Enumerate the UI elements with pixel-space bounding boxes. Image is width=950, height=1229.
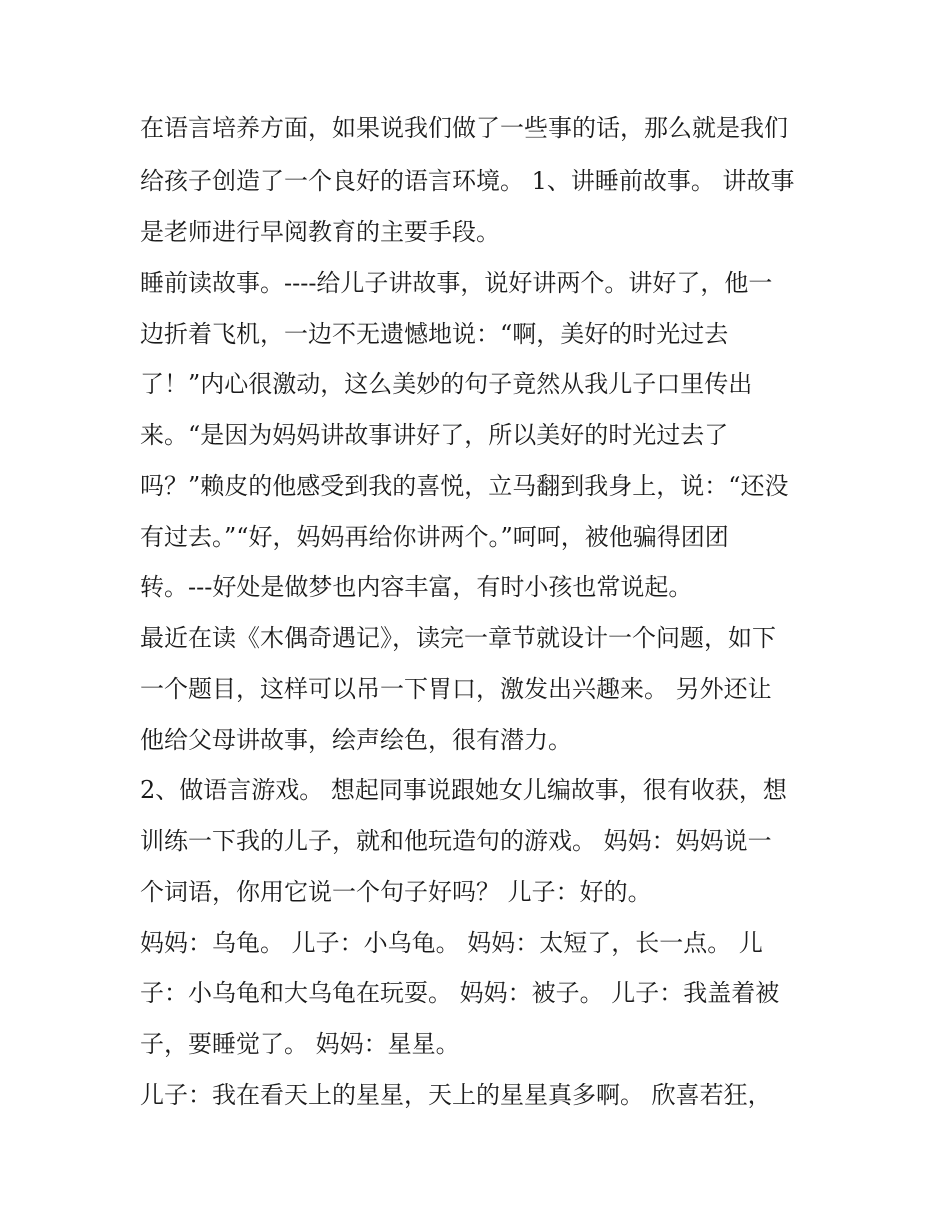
text-line: 是老师进行早阅教育的主要手段。 [140,218,500,246]
text-line: 边折着飞机，一边不无遗憾地说：“啊，美好的时光过去 [140,320,729,348]
text-line: 吗？”赖皮的他感受到我的喜悦，立马翻到我身上，说：“还没 [140,472,789,500]
text-line: 训练一下我的儿子，就和他玩造句的游戏。 妈妈：妈妈说一 [140,827,772,855]
text-line: 他给父母讲故事，绘声绘色，很有潜力。 [140,726,572,754]
text-line: 来。“是因为妈妈讲故事讲好了，所以美好的时光过去了 [140,421,729,449]
text-line: 子：小乌龟和大乌龟在玩耍。 妈妈：被子。 儿子：我盖着被 [140,979,780,1007]
text-line: 转。---好处是做梦也内容丰富，有时小孩也常说起。 [140,573,693,601]
text-line: 妈妈：乌龟。 儿子：小乌龟。 妈妈：太短了，长一点。 儿 [140,929,763,957]
text-line: 睡前读故事。----给儿子讲故事，说好讲两个。讲好了，他一 [140,269,773,297]
text-line: 一个题目，这样可以吊一下胃口，激发出兴趣来。 另外还让 [140,675,772,703]
text-line: 个词语，你用它说一个句子好吗？ 儿子：好的。 [140,878,652,906]
text-line: 子，要睡觉了。 妈妈：星星。 [140,1030,460,1058]
text-line: 给孩子创造了一个良好的语言环境。 1、讲睡前故事。 讲故事 [140,167,795,195]
text-line: 有过去。”“好，妈妈再给你讲两个。”呵呵，被他骗得团团 [140,523,729,551]
text-line: 在语言培养方面，如果说我们做了一些事的话，那么就是我们 [140,114,788,142]
text-line: 儿子：我在看天上的星星，天上的星星真多啊。 欣喜若狂， [140,1081,772,1109]
text-line: 了！”内心很激动，这么美妙的句子竟然从我儿子口里传出 [140,370,753,398]
text-line: 最近在读《木偶奇遇记》，读完一章节就设计一个问题，如下 [140,624,776,652]
text-line: 2、做语言游戏。 想起同事说跟她女儿编故事，很有收获，想 [140,776,787,804]
